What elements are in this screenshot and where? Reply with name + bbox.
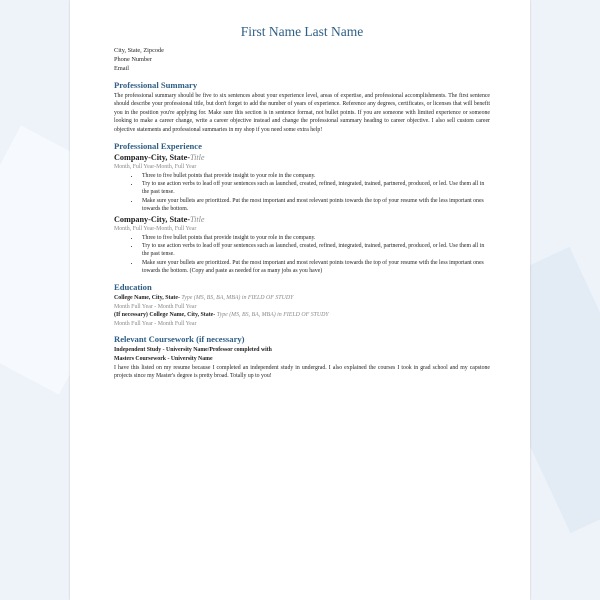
contact-address: City, State, Zipcode: [114, 47, 164, 54]
education-degree-type: Type (MS, BS, BA, MBA) in FIELD OF STUDY: [179, 294, 294, 301]
contact-phone: Phone Number: [114, 56, 152, 64]
job-company: Company-City, State-: [114, 152, 190, 162]
contact-email: Email: [114, 65, 130, 73]
bullet-item: • Make sure your bullets are prioritized. Put the most important and most relevant points towards the top of your resume with the less important ones towards the bottom.: [140, 197, 490, 214]
coursework-heading: Relevant Coursework (if necessary): [114, 333, 245, 344]
job-title: Title: [189, 152, 205, 162]
contact-block: [114, 46, 490, 74]
job-entry: [114, 215, 490, 276]
education-school-line: [114, 294, 490, 303]
job-bullets: [114, 234, 490, 276]
job-dates: Month, Full Year-Month, Full Year: [114, 163, 197, 170]
education-degree-type: Type (MS, BS, BA, MBA) in FIELD OF STUDY: [215, 311, 329, 318]
coursework-text: I have this listed on my resume because I completed an independent study in undergrad. I also explained the courses I took in grad school and my capstone projects since my Master's degree is pretty broad. Totally up to you!: [114, 364, 490, 380]
bullet-item: • Three to five bullet points that provide insight to your role in the company.: [140, 172, 490, 180]
summary-text: The professional summary should be five to six sentences about your experience level, areas of expertise, and professional accomplishments. The first sentence should describe your professional title, but don't forget to add the number of years of experience. Reference any degrees, certificates, or licenses that will benefit you in the position you're applying for. Make sure this section is in sentence format, not bullet points. If you are someone with limited experience or someone looking to make a career change, write a career objective instead and change the professional summary heading to career objective. I also sell custom career objective statements and professional summaries in my shop if you need some extra help!: [114, 92, 490, 133]
summary-heading: Professional Summary: [114, 79, 198, 90]
job-bullets: [114, 172, 490, 214]
coursework-masters: Masters Coursework - University Name: [114, 355, 213, 362]
bullet-item: • Make sure your bullets are prioritized. Put the most important and most relevant points towards the top of your resume with the less important ones towards the bottom. (Copy and paste as needed for as many jobs as you have): [140, 259, 490, 276]
education-school-line: [114, 311, 490, 320]
coursework-independent-study: Independent Study - University Name/Professor completed with: [114, 346, 272, 353]
education-heading: Education: [114, 281, 152, 292]
job-company-line: [114, 215, 490, 224]
education-school: College Name, City, State-: [114, 294, 180, 301]
job-title: Title: [189, 214, 205, 224]
education-school: (If necessary) College Name, City, State-: [114, 311, 216, 318]
job-entry: [114, 153, 490, 214]
bullet-item: • Try to use action verbs to lead off your sentences such as launched, created, refined, integrated, trained, partnered, produced, or led. Use them all in the past tense.: [140, 242, 490, 259]
education-dates: Month Full Year - Month Full Year: [114, 320, 197, 327]
full-name: First Name Last Name: [240, 24, 364, 39]
resume-page: [70, 0, 530, 600]
job-company: Company-City, State-: [114, 214, 190, 224]
bullet-item: • Three to five bullet points that provide insight to your role in the company.: [140, 234, 490, 242]
bullet-item: • Try to use action verbs to lead off your sentences such as launched, created, refined, integrated, trained, partnered, produced, or led. Use them all in the past tense.: [140, 180, 490, 197]
education-entry: [114, 294, 490, 311]
education-entry: [114, 311, 490, 328]
job-company-line: [114, 153, 490, 162]
experience-heading: Professional Experience: [114, 140, 202, 151]
job-dates: Month, Full Year-Month, Full Year: [114, 225, 197, 232]
education-dates: Month Full Year - Month Full Year: [114, 303, 197, 310]
